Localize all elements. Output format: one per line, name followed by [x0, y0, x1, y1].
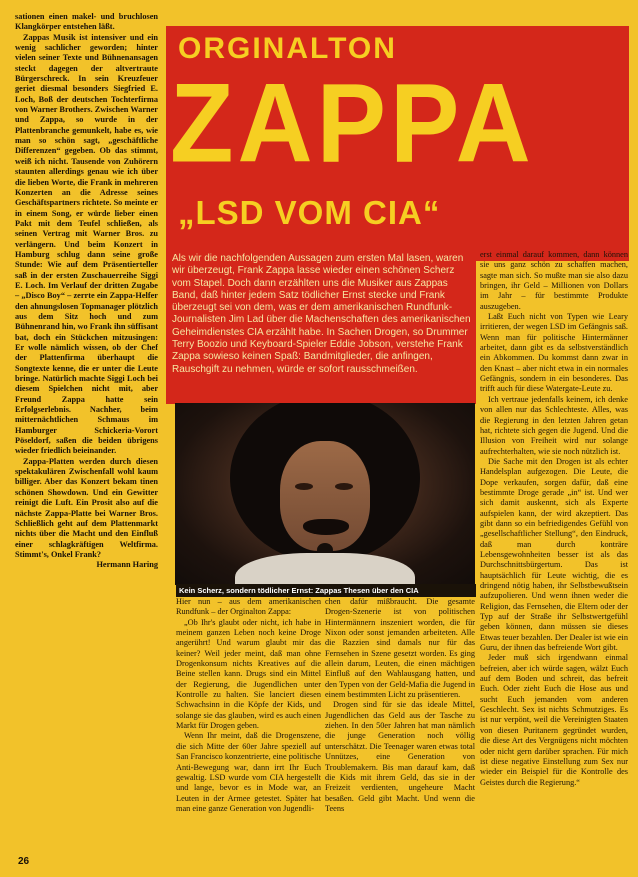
right-article-column [480, 250, 628, 822]
author-signature: Hermann Haring [96, 560, 158, 570]
middle-paragraph: chen dafür mißbraucht. Die gesamte Drogen-Szenerie ist von politischen Hintermännern inszeniert worden, die für Nixon oder sonst jemanden arbeiteten. Alle die Razzien sind damals nur für das Fernsehen in Szene gesetzt worden. Es ging allein darum, Leuten, die einen mächtigen Einfluß auf den Wahlausgang hatten, und den Typen von der Geld-Mafia die Jugend in einem bestimmten Licht zu präsentieren. [325, 597, 475, 700]
photo-shirt [235, 553, 415, 585]
headline-kicker: ORGINALTON [178, 32, 397, 65]
right-paragraph: Jeder muß sich irgendwann einmal befreien, aber ich würde sagen, wälzt Euch auf dem Boden und schreit, das befreit Euch. Oder zieht Euch die Hose aus und sucht Euch jemanden vom anderen Geschlecht. Sex ist nichts Schmutziges. Es ist nur verpönt, weil die Vereinigten Staaten von diesen Puritanern gegründet wurden, die diese Art des Vergnügens nicht möchten oder nicht gern darüber sprachen. Für mich ist diese negative Einstellung zum Sex nur wieder ein Beispiel für die Kontrolle des Geistes durch die Regierung.“ [480, 653, 628, 787]
zappa-portrait-photo [175, 403, 475, 585]
middle-paragraph: Hier nun – aus dem amerikanischen Rundfunk – der Orginalton Zappa: [176, 597, 321, 617]
left-paragraph: Zappa-Platten werden durch diesen spektakulären Zwischenfall wohl kaum billiger. Aber das Konzert bekam tinen schönen Showdown. Und ein Gewitter reinigt die Luft. Ein Prosit also auf die nächste Zappa-Platte bei Warner Bros. Schließlich geht auf dem Plattenmarkt nichts über die Macht und den Einfluß einer schlagkräftigen Weltfirma. Stimmt's, Onkel Frank? [15, 456, 158, 559]
right-paragraph: Laßt Euch nicht von Typen wie Leary irritieren, der wegen LSD im Gefängnis saß. Wenn man für politische Hintermänner arbeitet, dann gibt es da selbstverständlich ein Abkommen. Du kommst dann zwar in den Knast – aber nicht etwa in ein normales Gefängnis, sondern in ein besonderes. Das trifft auch für diese Watergate-Leute zu. [480, 312, 628, 394]
middle-paragraph: Drogen sind für sie das ideale Mittel, Jugendlichen das Geld aus der Tasche zu ziehen. In den 50er Jahren hat man nämlich die junge Generation noch völlig unterschätzt. Die Teenager waren etwas total Unnützes, eine Generation von Troublemakern. Bis man darauf kam, daß die Kids mit ihrem Geld, das sie in der Freizeit verdienten, ungeheure Macht besaßen. Geld gibt Macht. Und wenn die Teens [325, 700, 475, 813]
headline-main: ZAPPA [170, 61, 535, 187]
page-number: 26 [18, 856, 30, 867]
right-paragraph: Die Sache mit den Drogen ist als echter Handelsplan aufgezogen. Die Leute, die Dope verkaufen, sorgen dafür, daß eine bestimmte Droge gerade „in“ ist. Und wer sich damit auskennt, sich als Experte aufspielen kann, der wird akzeptiert. Das gibt dann so ein befriedigendes Gefühl von „gesellschaftlicher Stellung“, den Eindruck, daß man durch konträre Lebensgewohnheiten besser ist als das Durchschnittsbürgertum. Das ist hauptsächlich für Leute wichtig, die es dringend nötig haben, ihr Selbstbewußtsein aufzupolieren. Und wenn ihnen weder die Religion, das Fernsehen, die Eltern oder der Typ auf der Straße ihr Selbstwertgefühl geben können, dann müssen sie dieses Etwas teuer bezahlen. Der Dealer ist wie ein Guru, der ihnen das befreiende Wort gibt. [480, 456, 628, 653]
photo-caption: Kein Scherz, sondern tödlicher Ernst: Zappas Thesen über den CIA [176, 584, 476, 597]
headline-subtitle: „LSD VOM CIA“ [178, 194, 441, 231]
photo-eye-right [335, 483, 353, 490]
photo-eye-left [295, 483, 313, 490]
middle-paragraph: Wenn Ihr meint, daß die Drogenszene, die sich Mitte der 60er Jahre speziell auf San Francisco konzentrierte, eine politische Anti-Bewegung war, dann irrt Ihr Euch gewaltig. LSD wurde vom CIA hergestellt und lange, bevor es in Mode war, an Leuten in der Armee getestet. Später hat man eine ganze Generation von Jugendli- [176, 731, 321, 813]
right-paragraph: erst einmal darauf kommen, dann können sie uns ganz schön zu schaffen machen, sagte man sich. So mußte man sie also dazu bringen, ihr Geld – Millionen von Dollars im Jahr – für bestimmte Produkte auszugeben. [480, 250, 628, 311]
middle-article-column-1 [176, 597, 321, 843]
photo-moustache [303, 519, 349, 535]
middle-paragraph: „Ob Ihr's glaubt oder nicht, ich habe in meinem ganzen Leben noch keine Droge angerührt! Und warum glaubt mir das keiner? Weil jeder meint, daß man ohne Drogenkonsum nichts Kreatives auf die Beine stellen kann. Drugs sind ein Mittel der Regierung, die Jugendlichen unter Kontrolle zu halten. Sie lanciert diesen Schwachsinn in die Köpfe der Kids, und solange sie das glauben, wird es auch einen Markt für Drogen geben. [176, 617, 321, 731]
lead-paragraph: Als wir die nachfolgenden Aussagen zum ersten Mal lasen, waren wir überzeugt, Frank Zappa lasse wieder einen schönen Scherz vom Stapel. Doch dann erzählten uns die Musiker aus Zappas Band, daß hinter jedem Satz tödlicher Ernst stecke und Frank überzeugt sei von dem, was er dem amerikanischen Rundfunk-Journalisten Jim Lad über die Machenschaften des amerikanischen Geheimdienstes CIA erzählt habe. In Sachen Drogen, so Drummer Terry Boozio und Keyboard-Spieler Eddie Jobson, verstehe Frank Zappa sowieso keinen Spaß: Bandmitglieder, die anfingen, Rauschgift zu nehmen, würde er sofort rausschmeißen. [172, 253, 471, 375]
left-paragraph: sationen einen makel- und bruchlosen Klangkörper entstehen läßt. [15, 12, 158, 32]
right-paragraph: Ich vertraue jedenfalls keinem, ich denke von allen nur das Schlechteste. Alles, was die Regierung in den letzten Jahren getan hat, richtete sich gegen die Jugend. Und die Illusion von Freiheit wird nur solange aufrechterhalten, wie sie noch nützlich ist. [480, 394, 628, 456]
middle-article-column-2 [325, 597, 475, 843]
left-paragraph: Zappas Musik ist intensiver und ein wenig sachlicher geworden; hinter vielen seiner Texte und Bühnenansagen steckt dagegen der altvertraute Bürgerschreck. In sein Kreuzfeuer geriet diesmal besonders Siegfried E. Loch, Boß der deutschen Tochterfirma von Warner Brothers. Zwischen Warner und Zappa, so wurde in der Plattenbranche gemunkelt, habe es, wie man so schön sagt, „geschäftliche Differenzen“ gegeben. Ob das stimmt, weiß ich nicht. Tausende von Zuhörern staunten allerdings genau wie ich über die lieben Worte, die Frank in mehreren Konzerten an die Adresse seines Geschäftspartners richtete. So meinte er in einem Song, er würde lieber einen Pakt mit dem Teufel schließen, als seinen Vertrag mit Warner Bros. zu verlängern. Und beim Konzert in Hamburg schlug dann seine große Stunde: Wie auf dem Präsentierteller saß in der ersten Zuschauerreihe Siggi E. Loch. Im Verlauf der dritten Zugabe – „Disco Boy“ – zerrte ein Zappa-Helfer den ahnungslosen Topmanager plötzlich aus dem Sitz hoch und zum Bühnenrand hin, wo Frank ihn süffisant bat, doch ein Stückchen mitzusingen: Er wolle nämlich wissen, ob der Chef der Plattenfirma überhaupt die Songtexte kenne, die er unter die Leute bringe. Natürlich machte Siggi Loch bei diesem Spielchen nicht mit, aber Freund Zappa hatte sein Erfolgserlebnis. Nachher, beim mitternächtlichen Schmaus im Hamburger Schickeria-Vorort Pöseldorf, saßen die beiden übrigens wieder friedlich beieinander. [15, 32, 158, 456]
left-article-column [15, 12, 158, 842]
